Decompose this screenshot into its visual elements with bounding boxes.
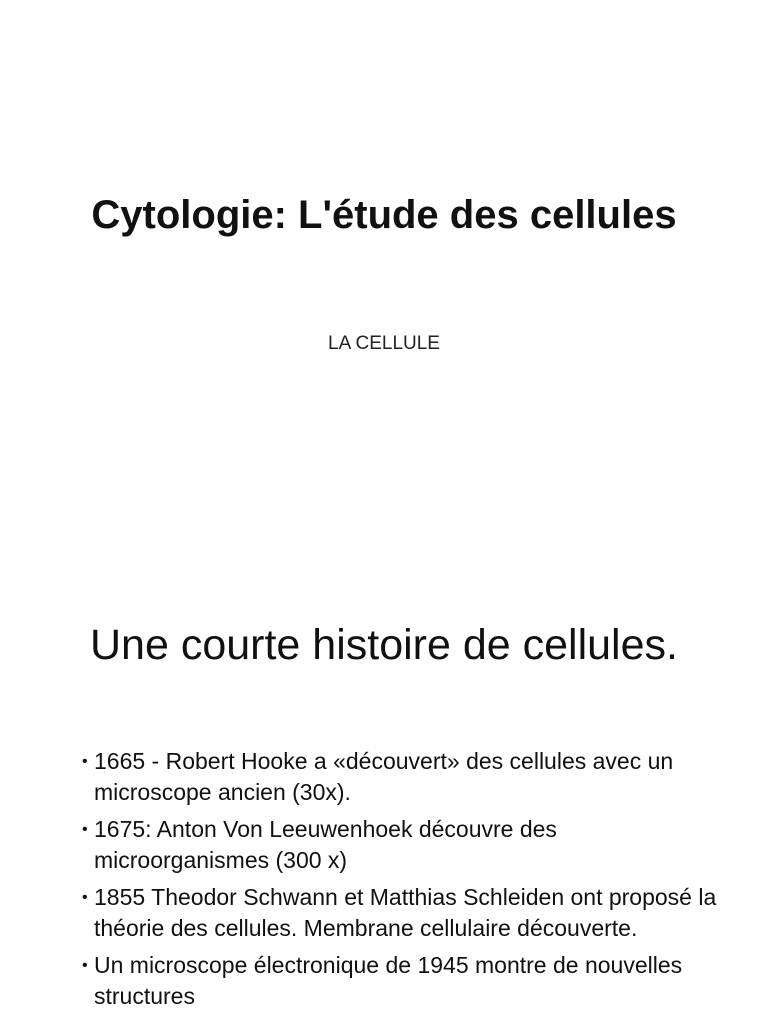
bullet-text: 1855 Theodor Schwann et Matthias Schleiden ont proposé la théorie des cellules. Membrane cellulaire découverte. — [94, 884, 717, 941]
bullet-text: 1665 - Robert Hooke a «découvert» des cellules avec un microscope ancien (30x). — [94, 748, 674, 805]
slide-history-heading: Une courte histoire de cellules. — [90, 621, 678, 669]
bullet-item — [80, 746, 720, 808]
bullet-icon: • — [82, 889, 88, 906]
bullet-item — [80, 950, 720, 1012]
slide-subtitle: LA CELLULE — [328, 333, 440, 354]
bullet-icon: • — [82, 753, 88, 770]
slide-title-heading: Cytologie: L'étude des cellules — [91, 193, 677, 237]
bullet-item — [80, 814, 720, 876]
bullet-icon: • — [82, 821, 88, 838]
slide-history — [0, 576, 768, 1024]
bullet-text: 1675: Anton Von Leeuwenhoek découvre des microorganismes (300 x) — [94, 816, 557, 873]
bullet-item — [80, 882, 720, 944]
history-bullet-list — [80, 746, 720, 1018]
bullet-text: Un microscope électronique de 1945 montre de nouvelles structures — [94, 952, 683, 1009]
bullet-icon: • — [82, 957, 88, 974]
